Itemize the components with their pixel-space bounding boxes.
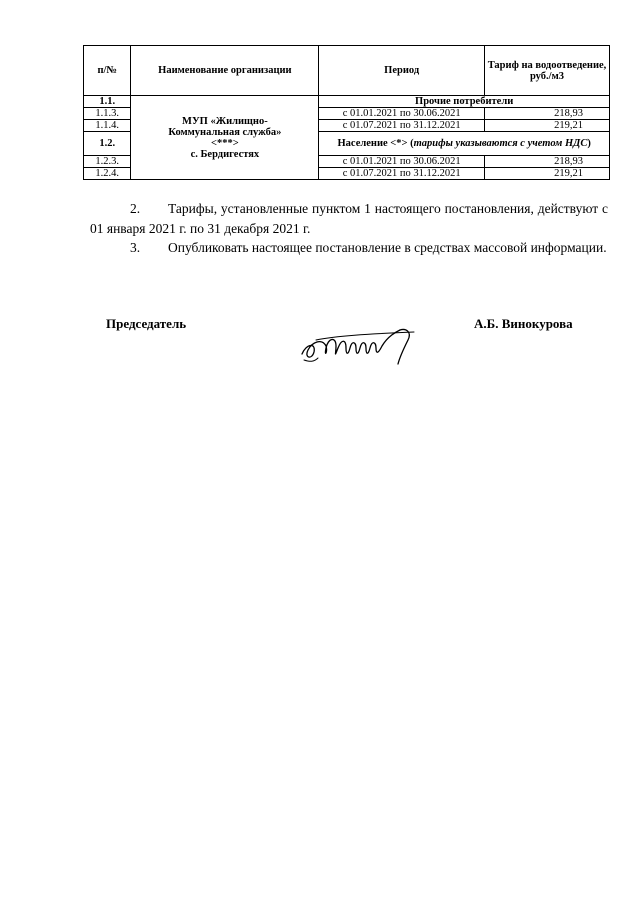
row-period: с 01.01.2021 по 30.06.2021 xyxy=(319,108,485,120)
org-name-line: МУП «Жилищно- xyxy=(182,115,268,127)
row-num: 1.2.3. xyxy=(84,156,131,168)
row-num: 1.2.4. xyxy=(84,168,131,180)
row-num: 1.1.4. xyxy=(84,120,131,132)
handwritten-signature xyxy=(296,318,426,370)
table-header-row xyxy=(84,46,610,96)
group-row-1 xyxy=(84,96,610,108)
org-name-line: с. Бердигестях xyxy=(190,148,260,160)
header-num: п/№ xyxy=(84,46,131,96)
paragraph-number: 2. xyxy=(130,201,141,216)
group-title-bold: Население <*> ( xyxy=(337,138,414,149)
group-title: Прочие потребители xyxy=(319,96,610,108)
paragraph-text: Тарифы, установленные пунктом 1 настоящего постановления, действуют с 01 января 2021 г. по 31 декабря 2021 г. xyxy=(90,201,608,236)
group-title-end: ) xyxy=(587,138,591,149)
tariff-table xyxy=(83,45,610,180)
row-period: с 01.01.2021 по 30.06.2021 xyxy=(319,156,485,168)
signatory-name: А.Б. Винокурова xyxy=(474,316,573,331)
paragraph-text: Опубликовать настоящее постановление в средствах массовой информации. xyxy=(168,240,607,255)
signatory-role: Председатель xyxy=(106,316,187,331)
row-value: 219,21 xyxy=(485,120,610,132)
group-num: 1.2. xyxy=(84,132,131,156)
paragraph-3 xyxy=(90,238,608,258)
org-name-line: Коммунальная служба» xyxy=(168,126,282,138)
row-period: с 01.07.2021 по 31.12.2021 xyxy=(319,120,485,132)
group-title-italic: тарифы указываются с учетом НДС xyxy=(413,138,588,149)
org-name-cell xyxy=(131,96,319,180)
header-tariff: Тариф на водоотведение, руб./м3 xyxy=(485,46,610,96)
row-num: 1.1.3. xyxy=(84,108,131,120)
group-num: 1.1. xyxy=(84,96,131,108)
row-value: 218,93 xyxy=(485,156,610,168)
paragraph-2 xyxy=(90,199,608,239)
group-title xyxy=(319,132,610,156)
org-name-line: <***> xyxy=(211,137,239,149)
header-org: Наименование организации xyxy=(131,46,319,96)
paragraph-number: 3. xyxy=(130,240,141,255)
row-value: 218,93 xyxy=(485,108,610,120)
row-period: с 01.07.2021 по 31.12.2021 xyxy=(319,168,485,180)
row-value: 219,21 xyxy=(485,168,610,180)
header-period: Период xyxy=(319,46,485,96)
